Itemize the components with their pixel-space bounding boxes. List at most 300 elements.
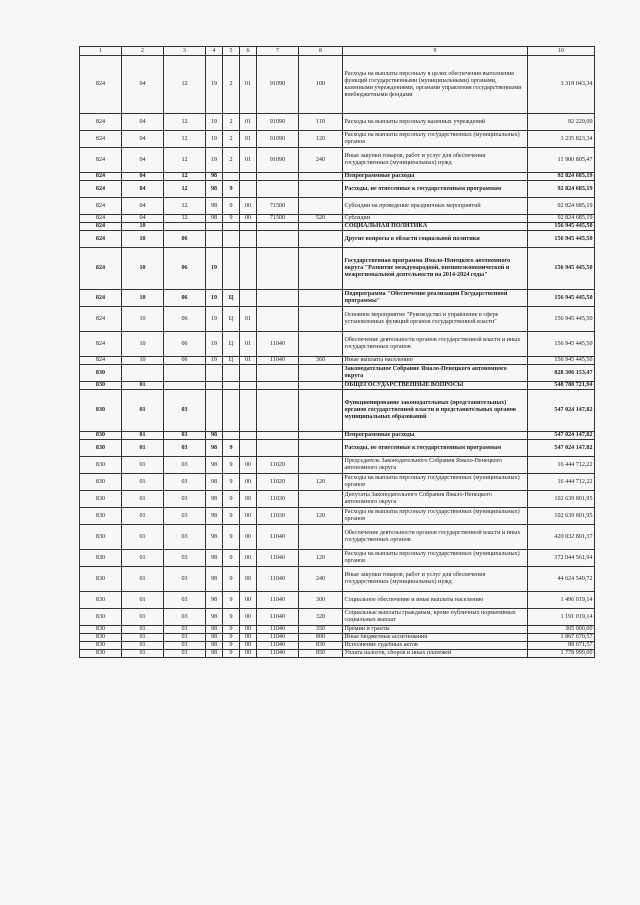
amount-cell: 92 824 685,19	[528, 198, 595, 215]
table-row	[80, 550, 595, 567]
subprogram-code-cell: 9	[223, 650, 240, 658]
amount-cell: 88 671,57	[528, 642, 595, 650]
program-code-cell: 98	[206, 550, 223, 567]
subprogram-code-cell: 9	[223, 525, 240, 550]
column-number-header: 6	[240, 47, 257, 56]
program-code-cell: 19	[206, 307, 223, 332]
ministry-code-cell: 824	[80, 332, 122, 357]
subsection-code-cell: 03	[164, 642, 206, 650]
description-cell: Расходы, не отнесенные к государственным программам	[343, 181, 528, 198]
direction-code-cell: 11040	[257, 550, 299, 567]
direction-code-cell: 11040	[257, 525, 299, 550]
direction-code-cell: 11040	[257, 642, 299, 650]
column-number-header: 3	[164, 47, 206, 56]
program-code-cell: 98	[206, 650, 223, 658]
expense-type-code-cell: 830	[299, 642, 343, 650]
expense-type-code-cell	[299, 290, 343, 307]
description-cell: Расходы на выплаты персоналу государственных (муниципальных) органов	[343, 131, 528, 148]
expense-type-code-cell	[299, 248, 343, 290]
ministry-code-cell: 830	[80, 474, 122, 491]
description-cell: Расходы, не отнесенные к государственным программам	[343, 440, 528, 457]
ministry-code-cell: 830	[80, 432, 122, 440]
description-cell: Непрограммные расходы	[343, 173, 528, 181]
table-row	[80, 390, 595, 432]
expense-type-code-cell: 800	[299, 634, 343, 642]
section-code-cell: 01	[122, 508, 164, 525]
expense-type-code-cell: 360	[299, 357, 343, 365]
subsection-code-cell: 12	[164, 215, 206, 223]
subsection-code-cell: 12	[164, 198, 206, 215]
activity-code-cell	[240, 223, 257, 231]
activity-code-cell	[240, 248, 257, 290]
subsection-code-cell: 12	[164, 181, 206, 198]
description-cell: ОБЩЕГОСУДАРСТВЕННЫЕ ВОПРОСЫ	[343, 382, 528, 390]
column-number-header: 10	[528, 47, 595, 56]
direction-code-cell: 71500	[257, 215, 299, 223]
activity-code-cell: 01	[240, 148, 257, 173]
subsection-code-cell: 06	[164, 307, 206, 332]
subprogram-code-cell: Ц	[223, 290, 240, 307]
program-code-cell: 98	[206, 508, 223, 525]
description-cell: Законодательное Собрание Ямало-Ненецкого автономного округа	[343, 365, 528, 382]
amount-cell: 92 824 685,19	[528, 173, 595, 181]
budget-table	[79, 46, 595, 658]
column-number-header: 5	[223, 47, 240, 56]
subprogram-code-cell: 9	[223, 567, 240, 592]
table-row	[80, 231, 595, 248]
section-code-cell: 01	[122, 382, 164, 390]
subprogram-code-cell: 9	[223, 634, 240, 642]
ministry-code-cell: 830	[80, 390, 122, 432]
table-row	[80, 307, 595, 332]
description-cell: Социальные выплаты гражданам, кроме публичных нормативных социальных выплат	[343, 609, 528, 626]
direction-code-cell: 11040	[257, 634, 299, 642]
section-code-cell	[122, 365, 164, 382]
expense-type-code-cell	[299, 382, 343, 390]
table-row	[80, 626, 595, 634]
subsection-code-cell: 03	[164, 550, 206, 567]
table-row	[80, 650, 595, 658]
direction-code-cell	[257, 223, 299, 231]
activity-code-cell: 00	[240, 457, 257, 474]
expense-type-code-cell: 320	[299, 609, 343, 626]
activity-code-cell: 00	[240, 525, 257, 550]
ministry-code-cell: 830	[80, 592, 122, 609]
expense-type-code-cell: 100	[299, 56, 343, 114]
direction-code-cell	[257, 440, 299, 457]
direction-code-cell: 11030	[257, 508, 299, 525]
subprogram-code-cell: 9	[223, 508, 240, 525]
activity-code-cell	[240, 181, 257, 198]
subsection-code-cell: 03	[164, 457, 206, 474]
direction-code-cell: 91090	[257, 114, 299, 131]
section-code-cell: 01	[122, 550, 164, 567]
subsection-code-cell: 03	[164, 609, 206, 626]
subprogram-code-cell: 9	[223, 642, 240, 650]
section-code-cell: 01	[122, 525, 164, 550]
section-code-cell: 04	[122, 56, 164, 114]
ministry-code-cell: 824	[80, 114, 122, 131]
direction-code-cell: 71500	[257, 198, 299, 215]
direction-code-cell: 11040	[257, 592, 299, 609]
column-number-header: 4	[206, 47, 223, 56]
description-cell: Основное мероприятие "Руководство и управление в сфере установленных функций органов государственной власти"	[343, 307, 528, 332]
expense-type-code-cell: 350	[299, 626, 343, 634]
expense-type-code-cell	[299, 198, 343, 215]
amount-cell: 1 496 019,14	[528, 592, 595, 609]
description-cell: Субсидии	[343, 215, 528, 223]
subsection-code-cell: 06	[164, 357, 206, 365]
amount-cell: 156 945 445,50	[528, 248, 595, 290]
description-cell: Расходы на выплаты персоналу в целях обеспечения выполнения функций государственными (муниципальными) органами, казенными учреждениями, органами управления государственными внебюджетными фондами	[343, 56, 528, 114]
program-code-cell: 98	[206, 440, 223, 457]
table-row	[80, 215, 595, 223]
expense-type-code-cell: 110	[299, 114, 343, 131]
subprogram-code-cell: 9	[223, 609, 240, 626]
ministry-code-cell: 824	[80, 223, 122, 231]
ministry-code-cell: 830	[80, 457, 122, 474]
program-code-cell	[206, 223, 223, 231]
amount-cell: 82 220,00	[528, 114, 595, 131]
table-row	[80, 609, 595, 626]
direction-code-cell: 11020	[257, 457, 299, 474]
subprogram-code-cell	[223, 365, 240, 382]
subsection-code-cell: 03	[164, 474, 206, 491]
ministry-code-cell: 830	[80, 609, 122, 626]
subsection-code-cell: 03	[164, 525, 206, 550]
direction-code-cell: 91090	[257, 131, 299, 148]
description-cell: Расходы на выплаты персоналу казенных учреждений	[343, 114, 528, 131]
subsection-code-cell: 12	[164, 131, 206, 148]
table-row	[80, 365, 595, 382]
section-code-cell: 04	[122, 114, 164, 131]
description-cell: Иные закупки товаров, работ и услуг для обеспечения государственных (муниципальных) нужд	[343, 567, 528, 592]
subsection-code-cell: 12	[164, 114, 206, 131]
amount-cell: 156 945 445,50	[528, 223, 595, 231]
subprogram-code-cell: 9	[223, 550, 240, 567]
direction-code-cell: 11040	[257, 567, 299, 592]
ministry-code-cell: 830	[80, 567, 122, 592]
activity-code-cell	[240, 382, 257, 390]
table-row	[80, 508, 595, 525]
section-code-cell: 10	[122, 332, 164, 357]
expense-type-code-cell	[299, 525, 343, 550]
expense-type-code-cell	[299, 332, 343, 357]
direction-code-cell: 11040	[257, 357, 299, 365]
activity-code-cell: 00	[240, 567, 257, 592]
amount-cell: 828 306 153,47	[528, 365, 595, 382]
expense-type-code-cell: 520	[299, 215, 343, 223]
column-number-header: 8	[299, 47, 343, 56]
program-code-cell: 19	[206, 131, 223, 148]
subprogram-code-cell: 9	[223, 457, 240, 474]
ministry-code-cell: 824	[80, 231, 122, 248]
program-code-cell: 98	[206, 181, 223, 198]
program-code-cell: 98	[206, 626, 223, 634]
program-code-cell: 19	[206, 148, 223, 173]
program-code-cell	[206, 382, 223, 390]
subprogram-code-cell: 9	[223, 215, 240, 223]
amount-cell: 547 024 147,82	[528, 432, 595, 440]
amount-cell: 3 235 823,34	[528, 131, 595, 148]
subsection-code-cell: 03	[164, 432, 206, 440]
expense-type-code-cell	[299, 181, 343, 198]
direction-code-cell	[257, 382, 299, 390]
subsection-code-cell: 03	[164, 634, 206, 642]
section-code-cell: 04	[122, 215, 164, 223]
direction-code-cell: 11040	[257, 650, 299, 658]
subprogram-code-cell: Ц	[223, 332, 240, 357]
subsection-code-cell: 06	[164, 248, 206, 290]
direction-code-cell	[257, 290, 299, 307]
amount-cell: 11 900 805,47	[528, 148, 595, 173]
ministry-code-cell: 830	[80, 650, 122, 658]
activity-code-cell: 00	[240, 215, 257, 223]
subsection-code-cell: 03	[164, 390, 206, 432]
activity-code-cell	[240, 390, 257, 432]
ministry-code-cell: 824	[80, 173, 122, 181]
amount-cell: 92 824 685,19	[528, 181, 595, 198]
section-code-cell: 04	[122, 198, 164, 215]
amount-cell: 156 945 445,50	[528, 307, 595, 332]
amount-cell: 3 318 043,34	[528, 56, 595, 114]
ministry-code-cell: 824	[80, 56, 122, 114]
program-code-cell: 19	[206, 114, 223, 131]
subprogram-code-cell: Ц	[223, 307, 240, 332]
description-cell: Социальное обеспечение и иные выплаты населению	[343, 592, 528, 609]
subprogram-code-cell	[223, 382, 240, 390]
table-row	[80, 432, 595, 440]
expense-type-code-cell: 850	[299, 650, 343, 658]
description-cell: Субсидии на проведение праздничных мероприятий	[343, 198, 528, 215]
activity-code-cell: 00	[240, 508, 257, 525]
ministry-code-cell: 830	[80, 642, 122, 650]
description-cell: Иные закупки товаров, работ и услуг для обеспечения государственных (муниципальных) нужд	[343, 148, 528, 173]
subprogram-code-cell: 9	[223, 491, 240, 508]
table-row	[80, 491, 595, 508]
ministry-code-cell: 830	[80, 550, 122, 567]
section-code-cell: 01	[122, 609, 164, 626]
program-code-cell: 19	[206, 290, 223, 307]
ministry-code-cell: 824	[80, 357, 122, 365]
description-cell: Премии и гранты	[343, 626, 528, 634]
direction-code-cell	[257, 390, 299, 432]
activity-code-cell: 01	[240, 357, 257, 365]
direction-code-cell: 11030	[257, 491, 299, 508]
section-code-cell: 01	[122, 457, 164, 474]
expense-type-code-cell	[299, 457, 343, 474]
program-code-cell: 98	[206, 474, 223, 491]
program-code-cell: 98	[206, 525, 223, 550]
expense-type-code-cell: 240	[299, 148, 343, 173]
ministry-code-cell: 824	[80, 148, 122, 173]
activity-code-cell: 01	[240, 131, 257, 148]
description-cell: Функционирование законодательных (представительных) органов государственной власти и представительных органов муниципальных образований	[343, 390, 528, 432]
ministry-code-cell: 824	[80, 248, 122, 290]
program-code-cell: 98	[206, 491, 223, 508]
section-code-cell: 01	[122, 440, 164, 457]
program-code-cell: 19	[206, 332, 223, 357]
amount-cell: 1 191 019,14	[528, 609, 595, 626]
subsection-code-cell: 03	[164, 440, 206, 457]
table-row	[80, 382, 595, 390]
table-row	[80, 223, 595, 231]
amount-cell: 102 639 801,95	[528, 491, 595, 508]
table-row	[80, 148, 595, 173]
activity-code-cell: 00	[240, 634, 257, 642]
subprogram-code-cell: Ц	[223, 357, 240, 365]
activity-code-cell: 00	[240, 592, 257, 609]
subsection-code-cell: 06	[164, 332, 206, 357]
ministry-code-cell: 824	[80, 181, 122, 198]
amount-cell: 102 639 801,95	[528, 508, 595, 525]
activity-code-cell: 01	[240, 56, 257, 114]
description-cell: Иные выплаты населению	[343, 357, 528, 365]
activity-code-cell: 00	[240, 609, 257, 626]
table-header-row	[80, 47, 595, 56]
section-code-cell: 01	[122, 642, 164, 650]
description-cell: Расходы на выплаты персоналу государственных (муниципальных) органов	[343, 550, 528, 567]
section-code-cell: 01	[122, 592, 164, 609]
table-row	[80, 248, 595, 290]
program-code-cell: 98	[206, 609, 223, 626]
section-code-cell: 04	[122, 131, 164, 148]
ministry-code-cell: 830	[80, 382, 122, 390]
subsection-code-cell: 03	[164, 508, 206, 525]
description-cell: Непрограммные расходы	[343, 432, 528, 440]
section-code-cell: 04	[122, 148, 164, 173]
program-code-cell: 98	[206, 634, 223, 642]
activity-code-cell: 01	[240, 332, 257, 357]
amount-cell: 547 024 147,82	[528, 390, 595, 432]
subprogram-code-cell	[223, 248, 240, 290]
expense-type-code-cell: 120	[299, 550, 343, 567]
direction-code-cell: 11040	[257, 332, 299, 357]
program-code-cell: 98	[206, 642, 223, 650]
ministry-code-cell: 830	[80, 365, 122, 382]
direction-code-cell: 11020	[257, 474, 299, 491]
program-code-cell: 98	[206, 592, 223, 609]
expense-type-code-cell: 300	[299, 592, 343, 609]
subsection-code-cell: 03	[164, 592, 206, 609]
direction-code-cell	[257, 365, 299, 382]
program-code-cell: 98	[206, 457, 223, 474]
amount-cell: 156 945 445,50	[528, 332, 595, 357]
program-code-cell: 19	[206, 357, 223, 365]
subsection-code-cell: 03	[164, 650, 206, 658]
description-cell: Подпрограмма "Обеспечение реализации Государственной программы"	[343, 290, 528, 307]
direction-code-cell	[257, 432, 299, 440]
activity-code-cell	[240, 290, 257, 307]
program-code-cell: 98	[206, 198, 223, 215]
program-code-cell	[206, 231, 223, 248]
description-cell: Обеспечение деятельности органов государственной власти и иных государственных органов	[343, 525, 528, 550]
subsection-code-cell	[164, 223, 206, 231]
amount-cell: 1 867 670,57	[528, 634, 595, 642]
ministry-code-cell: 824	[80, 307, 122, 332]
expense-type-code-cell	[299, 432, 343, 440]
amount-cell: 372 044 561,94	[528, 550, 595, 567]
section-code-cell: 01	[122, 626, 164, 634]
activity-code-cell: 00	[240, 491, 257, 508]
amount-cell: 16 444 712,22	[528, 457, 595, 474]
ministry-code-cell: 824	[80, 215, 122, 223]
activity-code-cell: 00	[240, 650, 257, 658]
expense-type-code-cell	[299, 231, 343, 248]
table-row	[80, 567, 595, 592]
section-code-cell: 01	[122, 634, 164, 642]
description-cell: Обеспечение деятельности органов государственной власти и иных государственных органов	[343, 332, 528, 357]
section-code-cell: 04	[122, 173, 164, 181]
table-row	[80, 56, 595, 114]
table-row	[80, 525, 595, 550]
ministry-code-cell: 830	[80, 626, 122, 634]
direction-code-cell: 11040	[257, 626, 299, 634]
expense-type-code-cell	[299, 173, 343, 181]
subsection-code-cell: 03	[164, 567, 206, 592]
activity-code-cell	[240, 432, 257, 440]
subprogram-code-cell: 2	[223, 148, 240, 173]
subprogram-code-cell: 2	[223, 131, 240, 148]
direction-code-cell	[257, 181, 299, 198]
activity-code-cell	[240, 231, 257, 248]
amount-cell: 305 000,00	[528, 626, 595, 634]
table-row	[80, 642, 595, 650]
subprogram-code-cell: 9	[223, 592, 240, 609]
direction-code-cell	[257, 307, 299, 332]
column-number-header: 9	[343, 47, 528, 56]
expense-type-code-cell: 240	[299, 567, 343, 592]
section-code-cell: 01	[122, 650, 164, 658]
subprogram-code-cell	[223, 231, 240, 248]
expense-type-code-cell	[299, 390, 343, 432]
section-code-cell: 01	[122, 474, 164, 491]
ministry-code-cell: 830	[80, 491, 122, 508]
table-row	[80, 332, 595, 357]
activity-code-cell: 00	[240, 198, 257, 215]
program-code-cell	[206, 365, 223, 382]
section-code-cell: 10	[122, 223, 164, 231]
expense-type-code-cell	[299, 440, 343, 457]
subsection-code-cell: 06	[164, 290, 206, 307]
description-cell: СОЦИАЛЬНАЯ ПОЛИТИКА	[343, 223, 528, 231]
amount-cell: 420 032 801,37	[528, 525, 595, 550]
section-code-cell: 10	[122, 290, 164, 307]
subprogram-code-cell	[223, 173, 240, 181]
expense-type-code-cell: 120	[299, 131, 343, 148]
section-code-cell: 10	[122, 357, 164, 365]
program-code-cell	[206, 390, 223, 432]
program-code-cell: 98	[206, 567, 223, 592]
table-row	[80, 181, 595, 198]
section-code-cell: 10	[122, 307, 164, 332]
table-row	[80, 457, 595, 474]
activity-code-cell: 01	[240, 114, 257, 131]
subprogram-code-cell: 2	[223, 56, 240, 114]
subprogram-code-cell	[223, 432, 240, 440]
amount-cell: 156 945 445,50	[528, 357, 595, 365]
table-row	[80, 357, 595, 365]
activity-code-cell	[240, 173, 257, 181]
expense-type-code-cell	[299, 365, 343, 382]
table-row	[80, 173, 595, 181]
direction-code-cell	[257, 173, 299, 181]
program-code-cell: 19	[206, 56, 223, 114]
program-code-cell: 19	[206, 248, 223, 290]
expense-type-code-cell: 120	[299, 474, 343, 491]
amount-cell: 547 024 147,82	[528, 440, 595, 457]
expense-type-code-cell	[299, 491, 343, 508]
